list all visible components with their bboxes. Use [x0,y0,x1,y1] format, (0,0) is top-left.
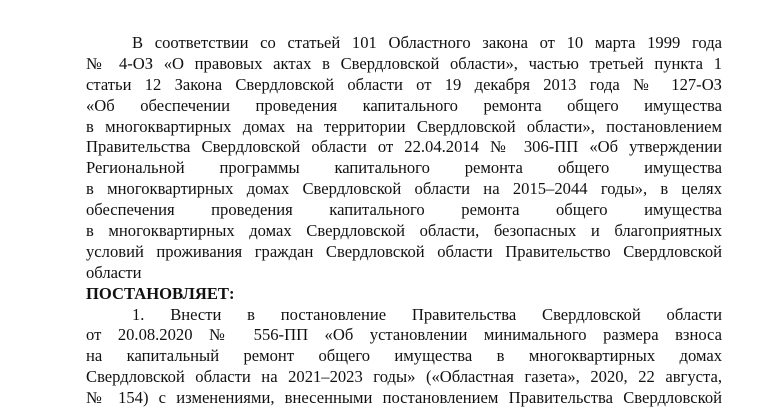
preamble-line: № 4-ОЗ «О правовых актах в Свердловской области», частью третьей пункта 1 [86,53,722,73]
preamble-line: обеспечения проведения капитального ремонта общего имущества [86,200,722,220]
item-1-line: на капитальный ремонт общего имущества в многоквартирных домах [86,346,722,366]
preamble-line: в многоквартирных домах Свердловской области на 2015–2044 годы», в целях [86,179,722,199]
item-1-line: от 20.08.2020 № 556-ПП «Об установлении минимального размера взноса [86,325,722,345]
document-page [86,33,722,409]
item-1-line: Свердловской области на 2021–2023 годы» («Областная газета», 2020, 22 августа, [86,367,722,387]
preamble-paragraph [86,33,722,284]
preamble-line: «Об обеспечении проведения капитального ремонта общего имущества [86,95,722,115]
preamble-line: В соответствии со статьей 101 Областного закона от 10 марта 1999 года [132,33,722,52]
preamble-line: в многоквартирных домах Свердловской области, безопасных и благоприятных [86,221,722,241]
preamble-line: статьи 12 Закона Свердловской области от 19 декабря 2013 года № 127-ОЗ [86,74,722,94]
preamble-line: Правительства Свердловской области от 22.04.2014 № 306-ПП «Об утверждении [86,137,722,157]
resolution-heading: ПОСТАНОВЛЯЕТ: [86,283,235,303]
preamble-line: Региональной программы капитального ремонта общего имущества [86,158,722,178]
preamble-line: условий проживания граждан Свердловской области Правительство Свердловской [86,241,722,261]
preamble-line: области [86,262,142,282]
item-1-line: № 154) с изменениями, внесенными постановлением Правительства Свердловской [86,388,722,408]
item-1-line: 1. Внести в постановление Правительства Свердловской области [132,304,722,324]
item-1-paragraph [86,305,722,409]
resolution-heading-paragraph [86,284,722,305]
preamble-line: в многоквартирных домах на территории Свердловской области», постановлением [86,116,722,136]
